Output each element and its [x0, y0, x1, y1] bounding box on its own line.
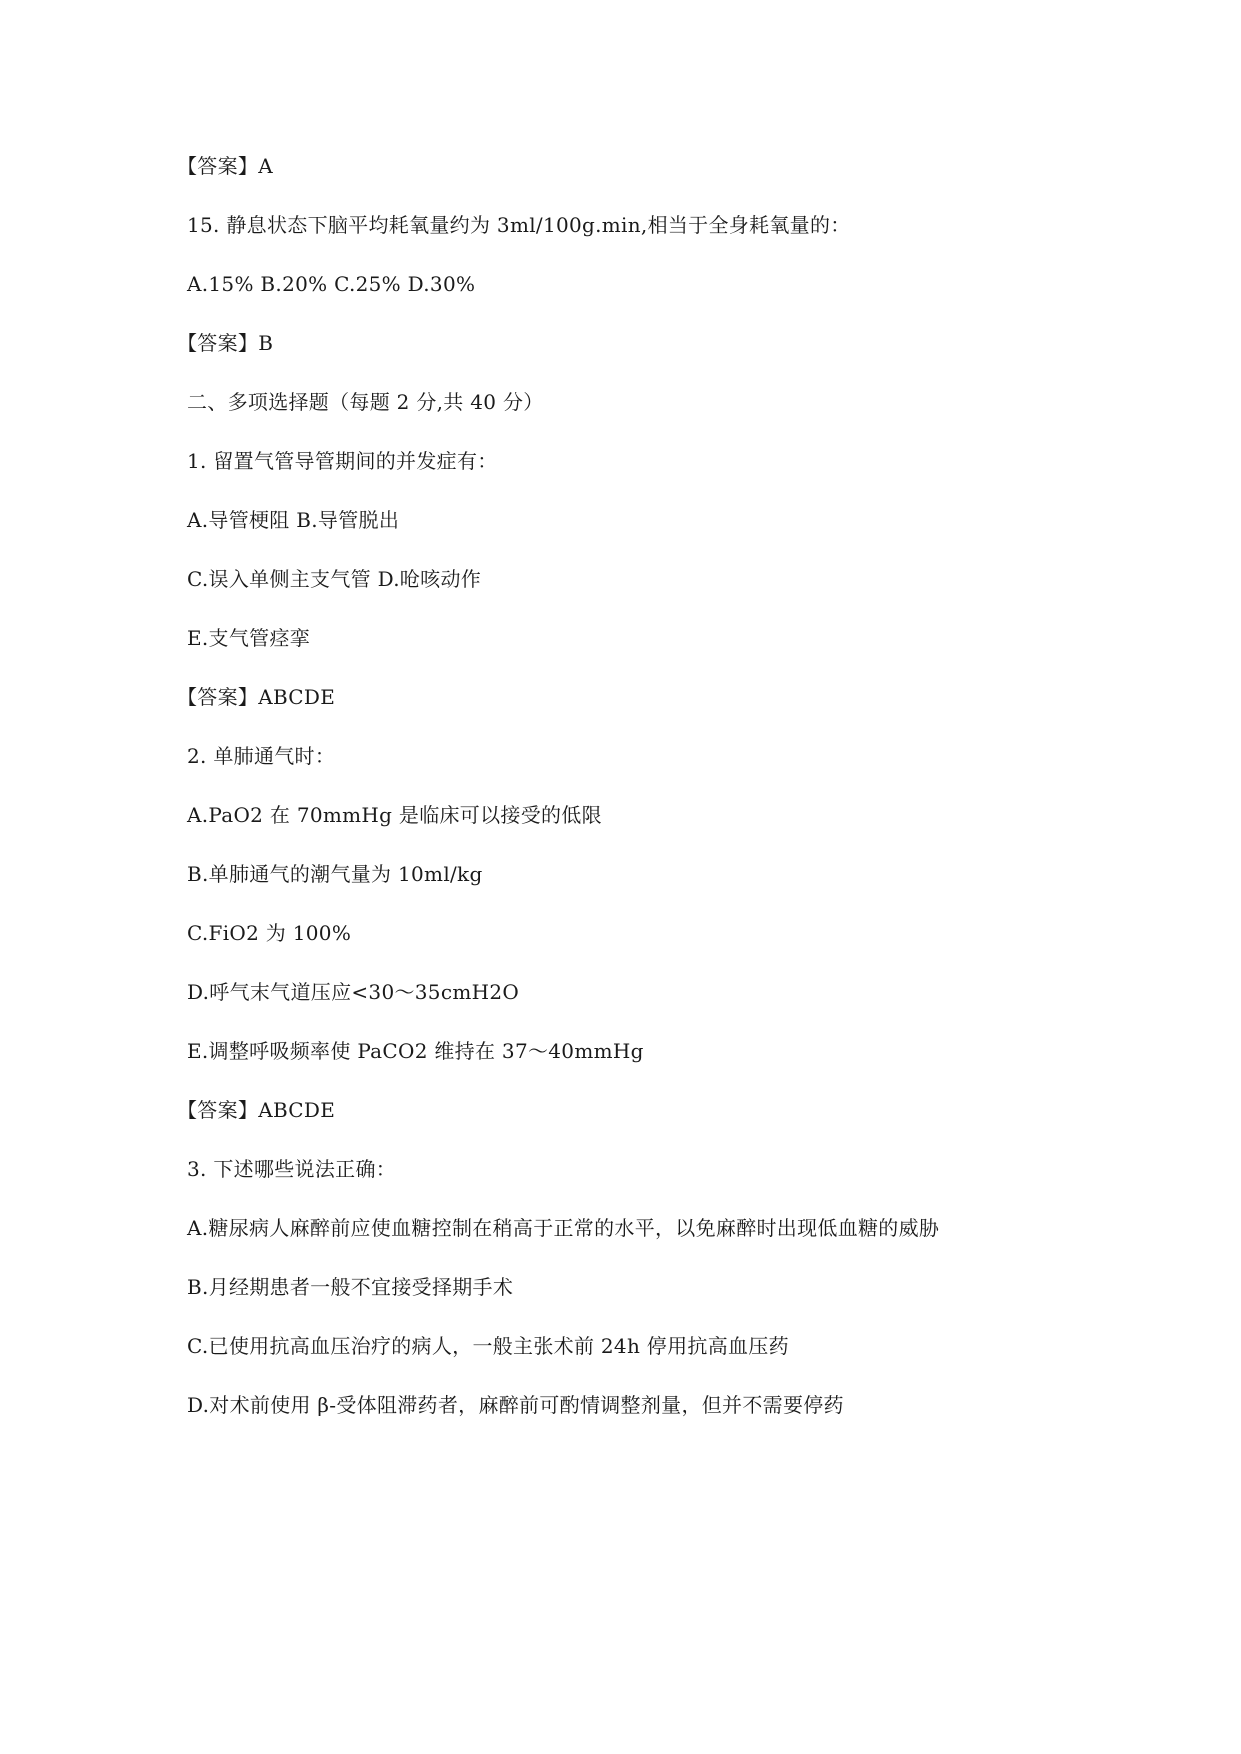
question-3: 3. 下述哪些说法正确： [187, 1157, 397, 1181]
question-2-option-d: D.呼气末气道压应<30～35cmH2O [187, 980, 520, 1004]
question-1: 1. 留置气管导管期间的并发症有： [187, 449, 498, 473]
question-2: 2. 单肺通气时： [187, 744, 336, 768]
question-3-option-b: B.月经期患者一般不宜接受择期手术 [187, 1275, 514, 1299]
question-2-option-a: A.PaO2 在 70mmHg 是临床可以接受的低限 [187, 803, 602, 827]
question-3-option-a: A.糖尿病人麻醉前应使血糖控制在稍高于正常的水平，以免麻醉时出现低血糖的威胁 [187, 1216, 940, 1240]
question-15: 15. 静息状态下脑平均耗氧量约为 3ml/100g.min,相当于全身耗氧量的： [187, 213, 851, 237]
answer-line: 【答案】ABCDE [177, 1098, 336, 1122]
question-2-option-b: B.单肺通气的潮气量为 10ml/kg [187, 862, 483, 886]
section-heading: 二、多项选择题（每题 2 分,共 40 分） [187, 390, 544, 414]
answer-line: 【答案】B [177, 331, 274, 355]
question-15-options: A.15% B.20% C.25% D.30% [187, 272, 476, 296]
question-1-option-e: E.支气管痉挛 [187, 626, 311, 650]
answer-line: 【答案】ABCDE [177, 685, 336, 709]
question-1-option-cd: C.误入单侧主支气管 D.呛咳动作 [187, 567, 482, 591]
answer-line: 【答案】A [177, 154, 273, 178]
question-3-option-d: D.对术前使用 β-受体阻滞药者，麻醉前可酌情调整剂量，但并不需要停药 [187, 1393, 844, 1417]
question-2-option-e: E.调整呼吸频率使 PaCO2 维持在 37～40mmHg [187, 1039, 644, 1063]
question-1-option-ab: A.导管梗阻 B.导管脱出 [187, 508, 400, 532]
question-2-option-c: C.FiO2 为 100% [187, 921, 352, 945]
question-3-option-c: C.已使用抗高血压治疗的病人，一般主张术前 24h 停用抗高血压药 [187, 1334, 789, 1358]
